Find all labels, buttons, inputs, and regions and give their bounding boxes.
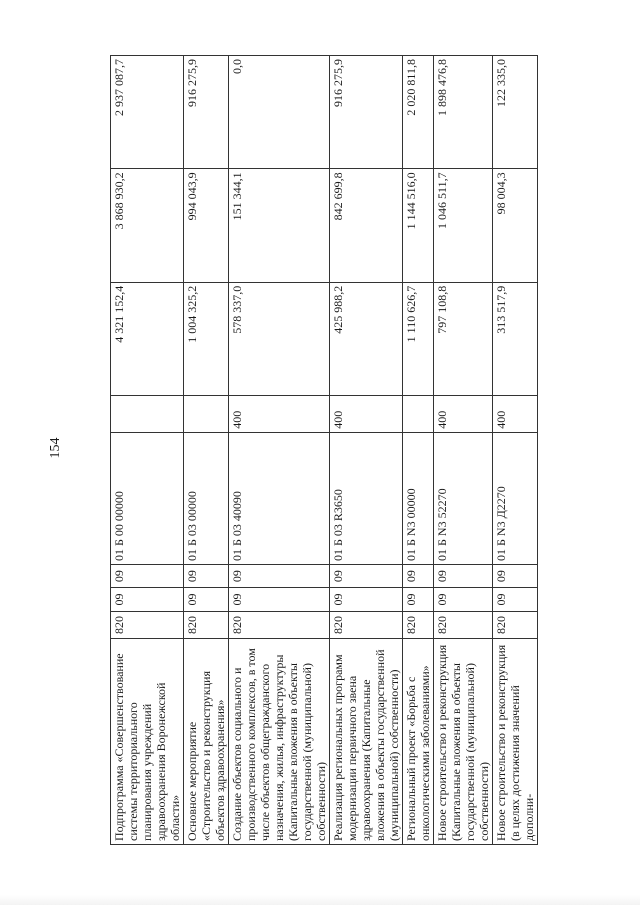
cell-y2021: 4 321 152,4 (111, 282, 184, 395)
cell-vr (184, 396, 229, 433)
cell-y2023: 916 275,9 (184, 56, 229, 169)
table-row (330, 56, 403, 845)
budget-table (110, 55, 538, 845)
cell-csr: 01 Б 03 40090 (229, 432, 330, 564)
cell-name: Создание объектов социального и производственного комплексов, в том числе объектов общегражданского назначения, жилья, инфраструктуры (Капитальные вложения в объекты государственной (муниципальной) собственности) (229, 639, 330, 845)
cell-rz: 09 (184, 588, 229, 611)
cell-vr: 400 (330, 396, 403, 433)
cell-grbs: 820 (330, 611, 403, 639)
table-row (493, 56, 538, 845)
cell-name: Реализация региональных программ модернизации первичного звена здравоохранения (Капитальные вложения в объекты государственной (муниципальной) собственности) (330, 639, 403, 845)
cell-pr: 09 (403, 564, 434, 587)
cell-grbs: 820 (111, 611, 184, 639)
cell-grbs: 820 (229, 611, 330, 639)
cell-grbs: 820 (403, 611, 434, 639)
page-number: 154 (48, 437, 63, 459)
cell-y2021: 313 517,9 (493, 282, 538, 395)
cell-y2023: 1 898 476,8 (434, 56, 493, 169)
table-row (229, 56, 330, 845)
cell-grbs: 820 (184, 611, 229, 639)
cell-vr (111, 396, 184, 433)
cell-y2021: 1 110 626,7 (403, 282, 434, 395)
cell-name: Основное мероприятие «Строительство и реконструкция объектов здравоохранения» (184, 639, 229, 845)
cell-rz: 09 (330, 588, 403, 611)
cell-y2021: 797 108,8 (434, 282, 493, 395)
cell-csr: 01 Б N3 Д2270 (493, 432, 538, 564)
cell-rz: 09 (493, 588, 538, 611)
cell-y2022: 994 043,9 (184, 169, 229, 282)
cell-y2022: 3 868 930,2 (111, 169, 184, 282)
cell-y2023: 916 275,9 (330, 56, 403, 169)
budget-table-container (110, 55, 555, 845)
cell-name: Подпрограмма «Совершенствование системы территориального планирования учреждений здравоохранения Воронежской области» (111, 639, 184, 845)
cell-pr: 09 (434, 564, 493, 587)
cell-grbs: 820 (434, 611, 493, 639)
table-row (434, 56, 493, 845)
table-row (403, 56, 434, 845)
cell-rz: 09 (229, 588, 330, 611)
cell-y2023: 122 335,0 (493, 56, 538, 169)
cell-name: Региональный проект «Борьба с онкологическими заболеваниями» (403, 639, 434, 845)
scan-edge (0, 895, 640, 905)
cell-name: Новое строительство и реконструкция (Капитальные вложения в объекты государственной (муниципальной) собственности) (434, 639, 493, 845)
cell-y2023: 2 020 811,8 (403, 56, 434, 169)
cell-grbs: 820 (493, 611, 538, 639)
cell-rz: 09 (434, 588, 493, 611)
cell-vr: 400 (434, 396, 493, 433)
cell-rz: 09 (403, 588, 434, 611)
cell-y2022: 1 144 516,0 (403, 169, 434, 282)
cell-y2021: 1 004 325,2 (184, 282, 229, 395)
cell-csr: 01 Б N3 00000 (403, 432, 434, 564)
cell-y2022: 151 344,1 (229, 169, 330, 282)
cell-y2023: 0,0 (229, 56, 330, 169)
cell-pr: 09 (229, 564, 330, 587)
cell-pr: 09 (493, 564, 538, 587)
cell-csr: 01 Б N3 52270 (434, 432, 493, 564)
cell-y2021: 425 988,2 (330, 282, 403, 395)
cell-y2022: 842 699,8 (330, 169, 403, 282)
cell-vr: 400 (493, 396, 538, 433)
cell-rz: 09 (111, 588, 184, 611)
cell-vr (403, 396, 434, 433)
cell-y2022: 1 046 511,7 (434, 169, 493, 282)
table-row (111, 56, 184, 845)
cell-name: Новое строительство и реконструкция (в целях достижения значений дополни- (493, 639, 538, 845)
cell-vr: 400 (229, 396, 330, 433)
table-row (184, 56, 229, 845)
cell-csr: 01 Б 00 00000 (111, 432, 184, 564)
cell-pr: 09 (111, 564, 184, 587)
cell-pr: 09 (184, 564, 229, 587)
cell-y2023: 2 937 087,7 (111, 56, 184, 169)
cell-y2021: 578 337,0 (229, 282, 330, 395)
cell-csr: 01 Б 03 R3650 (330, 432, 403, 564)
cell-csr: 01 Б 03 00000 (184, 432, 229, 564)
cell-y2022: 98 004,3 (493, 169, 538, 282)
cell-pr: 09 (330, 564, 403, 587)
